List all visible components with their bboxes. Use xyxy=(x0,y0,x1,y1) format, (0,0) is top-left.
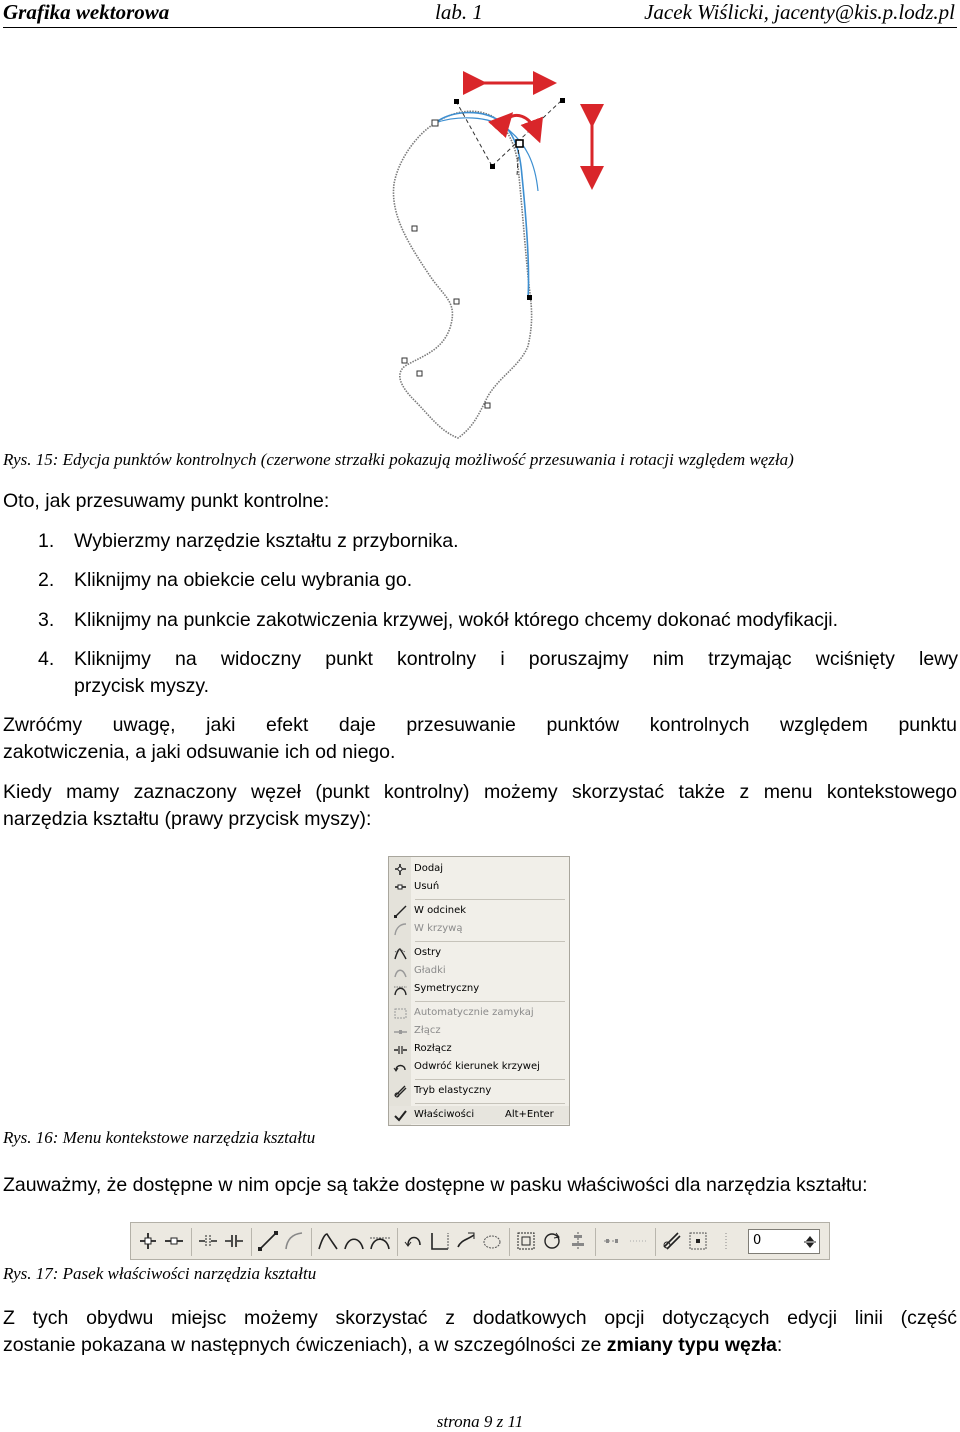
checkmark-icon xyxy=(393,1108,408,1123)
menu-item-label: Właściwości xyxy=(414,1109,475,1120)
elastic-mode-icon xyxy=(393,1084,408,1099)
toolbar-separator xyxy=(509,1228,510,1256)
list-text: Kliknijmy na widoczny punkt kontrolny i poruszajmy nim trzymając wciśnięty lewy xyxy=(74,648,958,670)
paragraph-1-line-1: Zwróćmy uwagę, jaki efekt daje przesuwanie punktów kontrolnych względem punktu xyxy=(3,714,957,736)
menu-item-auto-close[interactable] xyxy=(389,1004,569,1022)
symmetrical-node-icon[interactable] xyxy=(369,1230,391,1252)
delete-node-icon[interactable] xyxy=(163,1230,185,1252)
list-text: Kliknijmy na punkcie zakotwiczenia krzywej, wokół którego chcemy dokonać modyfikacji. xyxy=(74,609,839,631)
auto-close-icon[interactable] xyxy=(481,1230,503,1252)
rotate-nodes-icon[interactable] xyxy=(541,1230,563,1252)
break-curve-icon[interactable] xyxy=(223,1230,245,1252)
paragraph-2-line-1: Kiedy mamy zaznaczony węzeł (punkt kontrolny) możemy skorzystać także z menu kontekstowego xyxy=(3,781,957,803)
smooth-node-icon xyxy=(393,964,408,979)
figure-16-caption: Rys. 16: Menu kontekstowe narzędzia kształtu xyxy=(3,1128,316,1147)
reverse-direction-icon[interactable] xyxy=(403,1230,425,1252)
menu-item-label: Symetryczny xyxy=(414,983,480,994)
menu-item-delete[interactable] xyxy=(389,878,569,896)
extend-close-icon[interactable] xyxy=(429,1230,451,1252)
list-number: 2. xyxy=(38,569,55,591)
menu-separator xyxy=(415,1001,565,1002)
stretch-nodes-icon[interactable] xyxy=(515,1230,537,1252)
header-title: Grafika wektorowa xyxy=(3,0,170,24)
toolbar-separator xyxy=(655,1228,656,1256)
menu-item-break[interactable] xyxy=(389,1040,569,1058)
select-all-nodes-icon[interactable] xyxy=(687,1230,709,1252)
paragraph-3: Zauważmy, że dostępne w nim opcje są także dostępne w pasku właściwości dla narzędzia kształtu: xyxy=(3,1174,868,1196)
menu-item-shortcut: Alt+Enter xyxy=(505,1109,554,1120)
paragraph-4-bold-text: zmiany typu węzła xyxy=(606,1334,777,1356)
figure-15-caption: Rys. 15: Edycja punktów kontrolnych (czerwone strzałki pokazują możliwość przesuwania i rotacji względem węzła) xyxy=(3,450,794,469)
menu-item-smooth[interactable] xyxy=(389,962,569,980)
menu-item-label: W krzywą xyxy=(414,923,463,934)
elastic-mode-icon[interactable] xyxy=(661,1230,683,1252)
menu-item-cusp[interactable] xyxy=(389,944,569,962)
add-node-icon xyxy=(393,862,408,877)
menu-item-label: Tryb elastyczny xyxy=(414,1085,492,1096)
join-nodes-icon xyxy=(393,1024,408,1039)
list-number: 4. xyxy=(38,648,55,670)
menu-item-label: Gładki xyxy=(414,965,446,976)
cusp-node-icon xyxy=(393,946,408,961)
reduce-nodes-icon[interactable] xyxy=(715,1230,737,1252)
menu-separator xyxy=(415,941,565,942)
menu-separator xyxy=(415,1079,565,1080)
intro-paragraph: Oto, jak przesuwamy punkt kontrolne: xyxy=(3,490,330,512)
paragraph-4-colon: : xyxy=(776,1334,783,1356)
menu-item-label: Usuń xyxy=(414,881,440,892)
break-curve-icon xyxy=(393,1042,408,1057)
to-line-icon[interactable] xyxy=(257,1230,279,1252)
curve-smoothness-spinbox[interactable] xyxy=(748,1229,820,1254)
menu-item-to-line[interactable] xyxy=(389,902,569,920)
menu-item-label: Dodaj xyxy=(414,863,444,874)
menu-item-reverse-direction[interactable] xyxy=(389,1058,569,1076)
menu-item-label: Automatycznie zamykaj xyxy=(414,1007,534,1018)
menu-separator xyxy=(415,1103,565,1104)
page-number-footer: strona 9 z 11 xyxy=(436,1412,524,1431)
list-number: 3. xyxy=(38,609,55,631)
auto-close-icon xyxy=(393,1006,408,1021)
list-number: 1. xyxy=(38,530,55,552)
symmetrical-node-icon xyxy=(393,982,408,997)
header-lab: lab. 1 xyxy=(435,0,483,24)
toolbar-separator xyxy=(397,1228,398,1256)
paragraph-1-line-2: zakotwiczenia, a jaki odsuwanie ich od niego. xyxy=(3,741,396,763)
menu-item-to-curve[interactable] xyxy=(389,920,569,938)
to-line-icon xyxy=(393,904,408,919)
cusp-node-icon[interactable] xyxy=(317,1230,339,1252)
to-curve-icon[interactable] xyxy=(283,1230,305,1252)
menu-item-label: Odwróć kierunek krzywej xyxy=(414,1061,540,1072)
menu-item-properties[interactable] xyxy=(389,1106,569,1124)
menu-item-label: Złącz xyxy=(414,1025,441,1036)
align-nodes-icon[interactable] xyxy=(567,1230,589,1252)
shape-tool-property-bar xyxy=(130,1222,830,1260)
to-curve-icon xyxy=(393,922,408,937)
toolbar-separator xyxy=(595,1228,596,1256)
menu-item-add[interactable] xyxy=(389,860,569,878)
menu-item-label: W odcinek xyxy=(414,905,467,916)
delete-node-icon xyxy=(393,880,408,895)
menu-item-join[interactable] xyxy=(389,1022,569,1040)
paragraph-2-line-2: narzędzia kształtu (prawy przycisk myszy): xyxy=(3,808,372,830)
list-text: Wybierzmy narzędzie kształtu z przybornika. xyxy=(74,530,459,552)
menu-item-label: Rozłącz xyxy=(414,1043,452,1054)
paragraph-4-line-2 xyxy=(3,1332,957,1359)
paragraph-4-line-1: Z tych obydwu miejsc możemy skorzystać z dodatkowych opcji dotyczących edycji linii (część xyxy=(3,1307,957,1329)
spinbox-value: 0 xyxy=(753,1233,762,1248)
toolbar-separator xyxy=(251,1228,252,1256)
toolbar-separator xyxy=(311,1228,312,1256)
menu-item-elastic-mode[interactable] xyxy=(389,1082,569,1100)
extract-subpath-icon[interactable] xyxy=(455,1230,477,1252)
add-node-icon[interactable] xyxy=(137,1230,159,1252)
smooth-node-icon[interactable] xyxy=(343,1230,365,1252)
paragraph-4-text: zostanie pokazana w następnych ćwiczeniach), a w szczególności ze xyxy=(3,1334,607,1356)
toolbar-separator xyxy=(191,1228,192,1256)
node-dots-icon[interactable] xyxy=(627,1230,649,1252)
reverse-direction-icon xyxy=(393,1060,408,1075)
list-text: przycisk myszy. xyxy=(74,675,210,697)
figure-17-caption: Rys. 17: Pasek właściwości narzędzia kształtu xyxy=(3,1264,317,1283)
menu-separator xyxy=(415,899,565,900)
menu-item-symmetrical[interactable] xyxy=(389,980,569,998)
figure-15-curve-editing xyxy=(380,66,620,446)
shape-tool-context-menu xyxy=(388,856,570,1126)
join-nodes-icon[interactable] xyxy=(197,1230,219,1252)
list-text: Kliknijmy na obiekcie celu wybrania go. xyxy=(74,569,413,591)
page-header xyxy=(3,0,957,28)
menu-item-label: Ostry xyxy=(414,947,442,958)
header-author: Jacek Wiślicki, jacenty@kis.p.lodz.pl xyxy=(644,0,955,24)
node-grid-icon[interactable] xyxy=(601,1230,623,1252)
spin-arrows-icon[interactable] xyxy=(803,1234,817,1250)
